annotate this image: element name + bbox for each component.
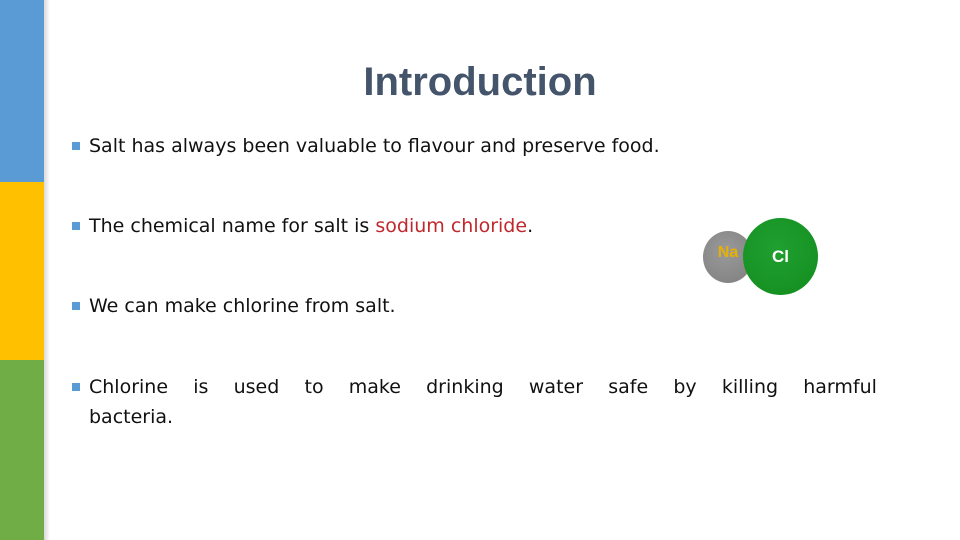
word: used [233,376,280,398]
bullet-text-suffix: . [527,215,534,237]
bullet-text: Salt has always been valuable to flavour and preserve food. [89,135,660,157]
bullet-item-4 [72,372,877,432]
square-bullet-icon [72,142,80,150]
square-bullet-icon [72,302,80,310]
sodium-symbol: Na [717,244,739,261]
word: water [528,376,584,398]
bullet-text: We can make chlorine from salt. [89,295,396,317]
bullet-item-3 [72,291,396,321]
side-bar-green [0,360,44,540]
word: killing [721,376,779,398]
bullet-item-2 [72,211,533,241]
bullet-text [72,211,533,241]
bullet-text-line-1 [89,372,877,402]
bullet-text [72,372,877,432]
bullet-text-prefix: The chemical name for salt is [89,215,376,237]
side-bar-yellow [0,182,44,360]
word: make [348,376,401,398]
word: to [304,376,324,398]
square-bullet-icon [72,222,80,230]
sodium-chloride-molecule-icon [700,218,820,298]
word: is [193,376,209,398]
word: drinking [426,376,504,398]
chlorine-symbol: Cl [772,246,789,266]
chlorine-atom [743,218,818,295]
highlight-sodium-chloride: sodium chloride [375,215,528,237]
bullet-item-1 [72,131,660,161]
word: by [673,376,697,398]
bullet-text-line-2: bacteria. [89,406,174,428]
word: harmful [803,376,877,398]
word: Chlorine [89,376,169,398]
square-bullet-icon [72,383,80,391]
word: safe [608,376,649,398]
slide-title: Introduction [363,60,597,104]
